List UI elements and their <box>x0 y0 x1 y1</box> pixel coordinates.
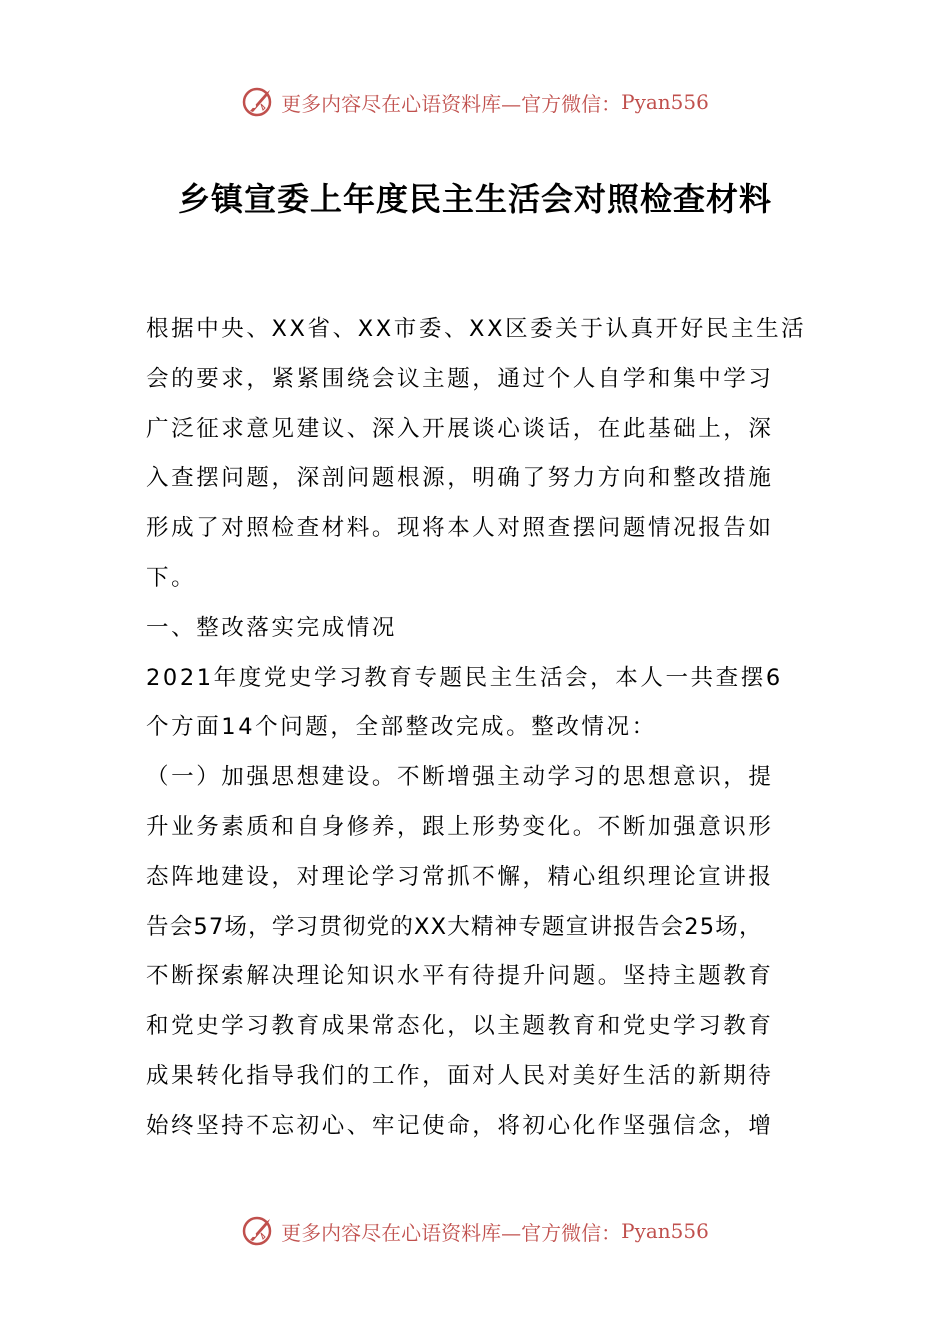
body-line: 不断探索解决理论知识水平有待提升问题。坚持主题教育 <box>146 963 774 990</box>
pen-nib-logo-icon <box>241 1213 277 1249</box>
body-line: 下。 <box>146 564 197 591</box>
body-line: 始终坚持不忘初心、牢记使命，将初心化作坚强信念，增 <box>146 1112 774 1139</box>
body-line: 入查摆问题，深剖问题根源，明确了努力方向和整改措施 <box>146 465 774 492</box>
body-line: 告会57场，学习贯彻党的XX大精神专题宣讲报告会25场， <box>146 913 763 940</box>
header-banner <box>0 82 950 122</box>
body-line: 广泛征求意见建议、深入开展谈心谈话，在此基础上，深 <box>146 415 774 442</box>
body-line: 根据中央、XX省、XX市委、XX区委关于认真开好民主生活 <box>146 316 807 342</box>
body-line: 会的要求，紧紧围绕会议主题，通过个人自学和集中学习 <box>146 365 774 392</box>
pen-nib-logo-icon <box>241 84 277 120</box>
banner-text: 更多内容尽在心语资料库—官方微信： <box>281 1220 622 1245</box>
banner-wechat-id: Pyan556 <box>621 1219 709 1243</box>
body-line: 和党史学习教育成果常态化，以主题教育和党史学习教育 <box>146 1013 774 1040</box>
body-line: （一）加强思想建设。不断增强主动学习的思想意识，提 <box>146 764 774 791</box>
body-line: 成果转化指导我们的工作，面对人民对美好生活的新期待 <box>146 1062 774 1089</box>
footer-banner <box>0 1211 950 1251</box>
document-title: 乡镇宣委上年度民主生活会对照检查材料 <box>177 180 772 218</box>
body-line: 升业务素质和自身修养，跟上形势变化。不断加强意识形 <box>146 813 774 840</box>
section-heading: 一、整改落实完成情况 <box>146 614 398 641</box>
body-line: 个方面14个问题，全部整改完成。整改情况： <box>146 714 657 741</box>
banner-wechat-id: Pyan556 <box>621 90 709 114</box>
document-body <box>146 305 811 1152</box>
body-line: 态阵地建设，对理论学习常抓不懈，精心组织理论宣讲报 <box>146 863 774 890</box>
banner-text: 更多内容尽在心语资料库—官方微信： <box>281 91 622 116</box>
body-line: 2021年度党史学习教育专题民主生活会，本人一共查摆6 <box>146 664 783 691</box>
body-line: 形成了对照检查材料。现将本人对照查摆问题情况报告如 <box>146 515 774 542</box>
